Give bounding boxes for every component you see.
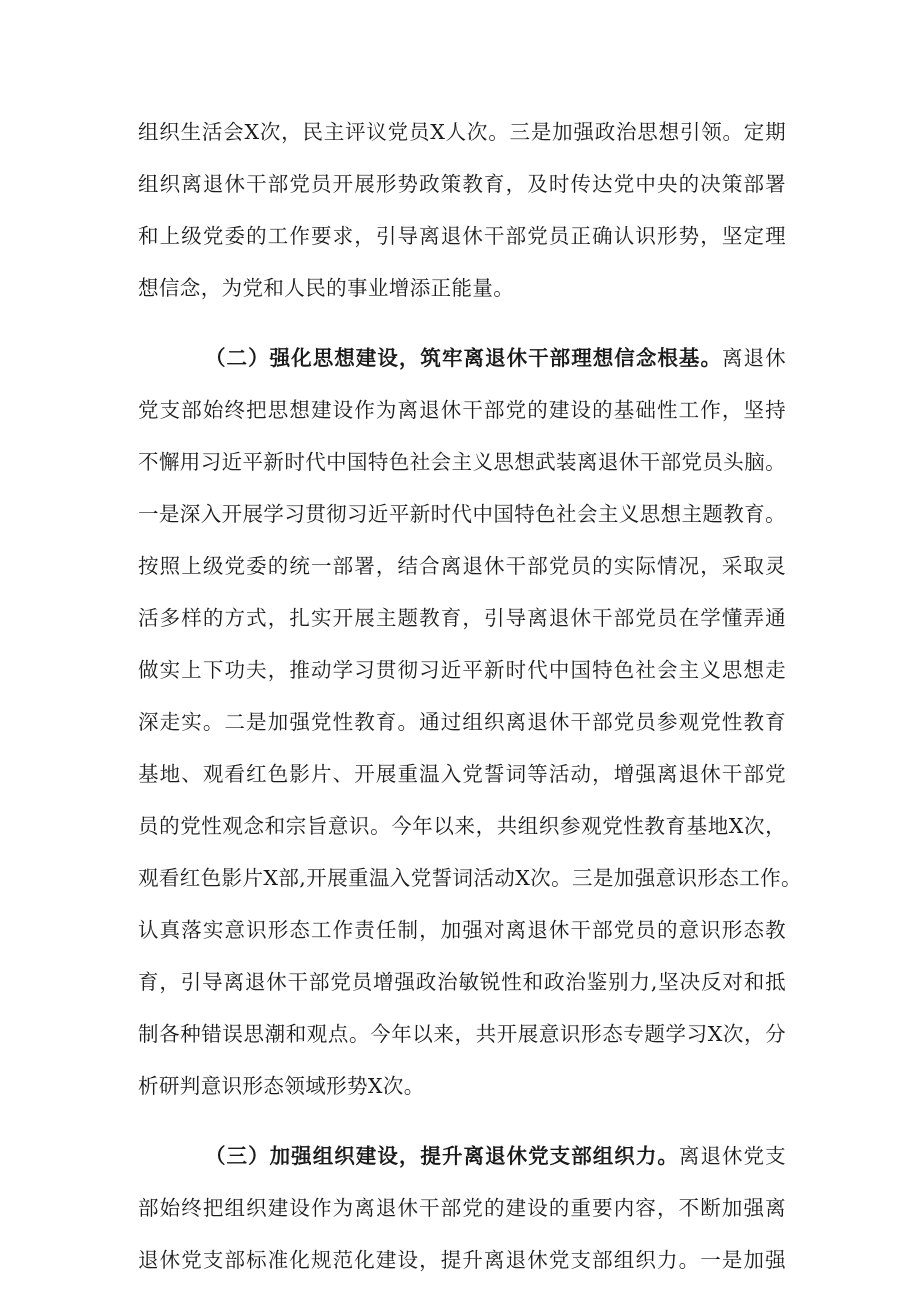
text-line: 和上级党委的工作要求，引导离退休干部党员正确认识形势，坚定理 (138, 224, 786, 248)
text-line: 认真落实意识形态工作责任制，加强对离退休干部党员的意识形态教 (138, 918, 786, 942)
text-line: 观看红色影片X部,开展重温入党誓词活动X次。三是加强意识形态工作。 (138, 866, 802, 890)
text-line: 组织生活会X次，民主评议党员X人次。三是加强政治思想引领。定期 (138, 120, 786, 144)
section-heading: （二）强化思想建设，筑牢离退休干部理想信念根基。 (205, 346, 723, 370)
text-line: 不懈用习近平新时代中国特色社会主义思想武装离退休干部党员头脑。 (138, 450, 786, 474)
text-line: 析研判意识形态领域形势X次。 (138, 1074, 425, 1098)
text-line: 基地、观看红色影片、开展重温入党誓词等活动，增强离退休干部党 (138, 762, 786, 786)
text-line: 按照上级党委的统一部署，结合离退休干部党员的实际情况，采取灵 (138, 554, 786, 578)
text-line: 员的党性观念和宗旨意识。今年以来，共组织参观党性教育基地X次， (138, 814, 786, 838)
section-organizational-building (138, 1130, 786, 1286)
text-run: 离退休 (722, 346, 786, 370)
text-line: 育，引导离退休干部党员增强政治敏锐性和政治鉴别力,坚决反对和抵 (138, 970, 786, 994)
paragraph-political-guidance (138, 106, 786, 314)
section-ideological-building (138, 332, 802, 1112)
text-line: 想信念，为党和人民的事业增添正能量。 (138, 276, 515, 300)
section-heading: （三）加强组织建设，提升离退休党支部组织力。 (205, 1144, 679, 1168)
text-line: 退休党支部标准化规范化建设，提升离退休党支部组织力。一是加强 (138, 1248, 786, 1272)
text-line: 活多样的方式，扎实开展主题教育，引导离退休干部党员在学懂弄通 (138, 606, 786, 630)
text-line: 深走实。二是加强党性教育。通过组织离退休干部党员参观党性教育 (138, 710, 786, 734)
text-line: 制各种错误思潮和观点。今年以来，共开展意识形态专题学习X次，分 (138, 1022, 786, 1046)
text-line: 做实上下功夫，推动学习贯彻习近平新时代中国特色社会主义思想走 (138, 658, 786, 682)
text-run: 离退休党支 (678, 1144, 786, 1168)
text-line: 部始终把组织建设作为离退休干部党的建设的重要内容，不断加强离 (138, 1196, 786, 1220)
text-line: 组织离退休干部党员开展形势政策教育，及时传达党中央的决策部署 (138, 172, 786, 196)
document-page (138, 106, 802, 1286)
section-heading-line (138, 1130, 786, 1182)
text-line: 党支部始终把思想建设作为离退休干部党的建设的基础性工作，坚持 (138, 398, 786, 422)
section-heading-line (138, 332, 786, 384)
text-line: 一是深入开展学习贯彻习近平新时代中国特色社会主义思想主题教育。 (138, 502, 786, 526)
